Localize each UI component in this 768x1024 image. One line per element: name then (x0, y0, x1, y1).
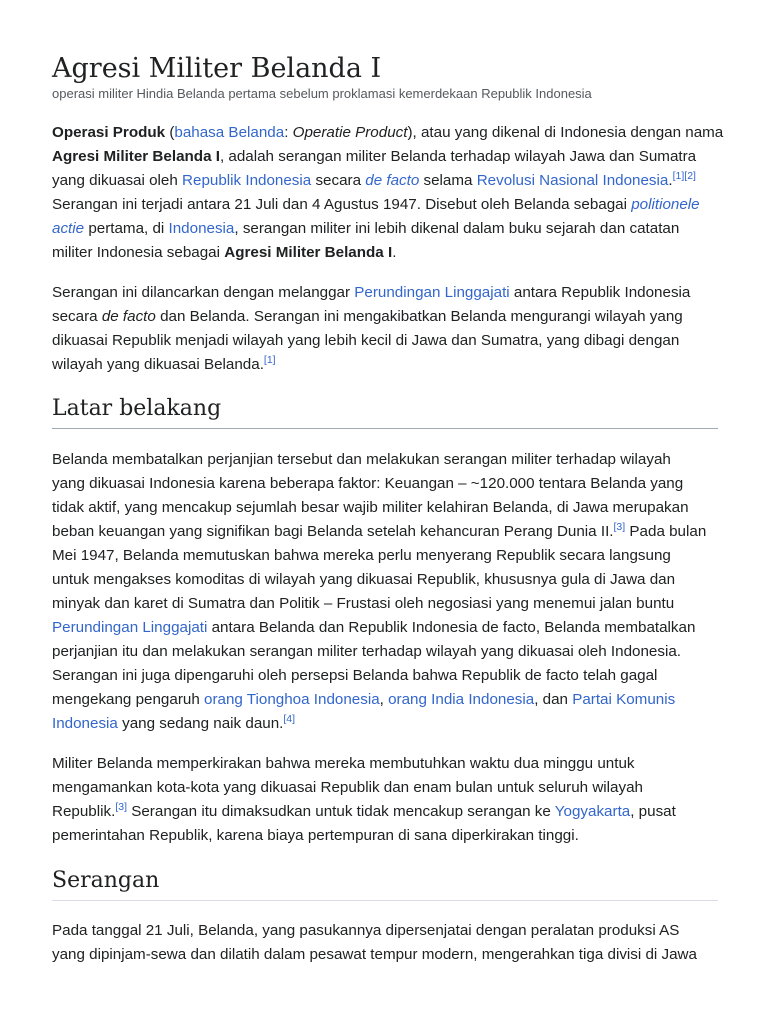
italic-term: de facto (101, 308, 156, 325)
text-line: Militer Belanda memperkirakan bahwa mereka membutuhkan waktu dua minggu untuk (52, 755, 635, 772)
text: beban keuangan yang signifikan bagi Belanda setelah kehancuran Perang Dunia II. (52, 523, 614, 540)
latar-paragraph-2 (52, 752, 718, 848)
link-yogyakarta[interactable]: Yogyakarta (554, 803, 631, 820)
text: dan Belanda. Serangan ini mengakibatkan Belanda mengurangi wilayah yang (155, 308, 683, 325)
text-line: untuk mengakses komoditas di wilayah yang dikuasai Republik, khususnya gula di Jawa dan (52, 571, 676, 588)
link-partai-komunis-indonesia[interactable]: Partai Komunis (572, 691, 676, 708)
text: , adalah serangan militer Belanda terhadap wilayah Jawa dan Sumatra (219, 148, 697, 165)
text: . (668, 172, 673, 189)
text-line: Mei 1947, Belanda memutuskan bahwa mereka perlu menyerang Republik secara langsung (52, 547, 671, 564)
text-line: yang dikuasai Indonesia karena beberapa faktor: Keuangan – ~120.000 tentara Belanda yang (52, 475, 684, 492)
text: Republik. (52, 803, 116, 820)
text: Pada bulan (625, 523, 707, 540)
text: secara (52, 308, 102, 325)
link-actie-text: actie (52, 220, 85, 237)
link-republik-indonesia[interactable]: Republik Indonesia (182, 172, 312, 189)
link-de-facto[interactable] (365, 172, 419, 189)
serangan-paragraph-1 (52, 919, 718, 967)
bold-term: Operasi Produk (52, 124, 166, 141)
section-heading-serangan: Serangan (52, 864, 718, 901)
text: Serangan ini terjadi antara 21 Juli dan 4 Agustus 1947. Disebut oleh Belanda sebagai (52, 196, 632, 213)
link-orang-india-indonesia[interactable]: orang India Indonesia (388, 691, 535, 708)
text: : (284, 124, 293, 141)
text: , dan (534, 691, 573, 708)
text: pertama, di (84, 220, 169, 237)
text: Serangan ini dilancarkan dengan melanggar (52, 284, 355, 301)
reference-1[interactable]: [1] (672, 170, 685, 182)
link-revolusi-nasional[interactable]: Revolusi Nasional Indonesia (476, 172, 669, 189)
text: , (379, 691, 389, 708)
text: mengekang pengaruh (52, 691, 204, 708)
text-line: tidak aktif, yang mencakup sejumlah besar wajib militer kelahiran Belanda, di Jawa merupakan (52, 499, 689, 516)
text: secara (311, 172, 366, 189)
text: yang dikuasai oleh (52, 172, 183, 189)
text-line: dikuasai Republik menjadi wilayah yang lebih kecil di Jawa dan Sumatra, yang dibagi dengan (52, 332, 680, 349)
text: wilayah yang dikuasai Belanda. (52, 356, 264, 373)
text: militer Indonesia sebagai (52, 244, 225, 261)
text: antara Republik Indonesia (509, 284, 691, 301)
text-line: Pada tanggal 21 Juli, Belanda, yang pasukannya dipersenjatai dengan peralatan produksi AS (52, 922, 680, 939)
text: antara Belanda dan Republik Indonesia de facto, Belanda membatalkan (207, 619, 696, 636)
italic-term: Operatie Product (292, 124, 408, 141)
section-heading-latar-belakang: Latar belakang (52, 392, 718, 429)
text-line: Serangan ini juga dipengaruhi oleh persepsi Belanda bahwa Republik de facto telah gagal (52, 667, 658, 684)
link-de-facto-text: de facto (365, 172, 420, 189)
reference-4[interactable]: [4] (283, 713, 296, 725)
link-bahasa-belanda[interactable]: bahasa Belanda (174, 124, 285, 141)
text-line: yang dipinjam-sewa dan dilatih dalam pesawat tempur modern, mengerahkan tiga divisi di Jawa (52, 946, 697, 963)
bold-term: Agresi Militer Belanda I (224, 244, 393, 261)
reference-3[interactable]: [3] (613, 521, 626, 533)
link-perundingan-linggajati[interactable]: Perundingan Linggajati (354, 284, 510, 301)
link-perundingan-linggajati[interactable]: Perundingan Linggajati (52, 619, 208, 636)
link-orang-tionghoa-indonesia[interactable]: orang Tionghoa Indonesia (204, 691, 380, 708)
text-line: Belanda membatalkan perjanjian tersebut dan melakukan serangan militer terhadap wilayah (52, 451, 671, 468)
reference-2[interactable]: [2] (684, 170, 696, 182)
text: selama (419, 172, 477, 189)
link-politionele-text: politionele (631, 196, 700, 213)
page-subtitle: operasi militer Hindia Belanda pertama sebelum proklamasi kemerdekaan Republik Indonesia (52, 86, 592, 101)
latar-paragraph-1 (52, 448, 718, 736)
text: . (392, 244, 397, 261)
page-title: Agresi Militer Belanda I (52, 53, 382, 84)
link-politionele-actie-cont[interactable] (52, 220, 84, 237)
text-line: perjanjian itu dan melakukan serangan militer terhadap wilayah yang dikuasai oleh Indonesia. (52, 643, 681, 660)
link-politionele-actie[interactable] (631, 196, 699, 213)
reference-3[interactable]: [3] (115, 801, 128, 813)
text: ( (165, 124, 175, 141)
reference-1[interactable]: [1] (263, 354, 276, 366)
text: , pusat (630, 803, 676, 820)
bold-term: Agresi Militer Belanda I (52, 148, 220, 165)
text-line: pemerintahan Republik, karena biaya pertempuran di sana diperkirakan tinggi. (52, 827, 579, 844)
text-line: minyak dan karet di Sumatra dan Politik – Frustasi oleh negosiasi yang menemui jalan buntu (52, 595, 675, 612)
text: ), atau yang dikenal di Indonesia dengan nama (407, 124, 724, 141)
text: Serangan itu dimaksudkan untuk tidak mencakup serangan ke (127, 803, 555, 820)
intro-paragraph-1 (52, 121, 724, 265)
intro-paragraph-2 (52, 281, 718, 377)
text: yang sedang naik daun. (117, 715, 284, 732)
text: , serangan militer ini lebih dikenal dalam buku sejarah dan catatan (234, 220, 680, 237)
link-partai-komunis-indonesia-cont[interactable]: Indonesia (52, 715, 118, 732)
link-indonesia[interactable]: Indonesia (168, 220, 235, 237)
text-line: mengamankan kota-kota yang dikuasai Republik dan enam bulan untuk seluruh wilayah (52, 779, 643, 796)
